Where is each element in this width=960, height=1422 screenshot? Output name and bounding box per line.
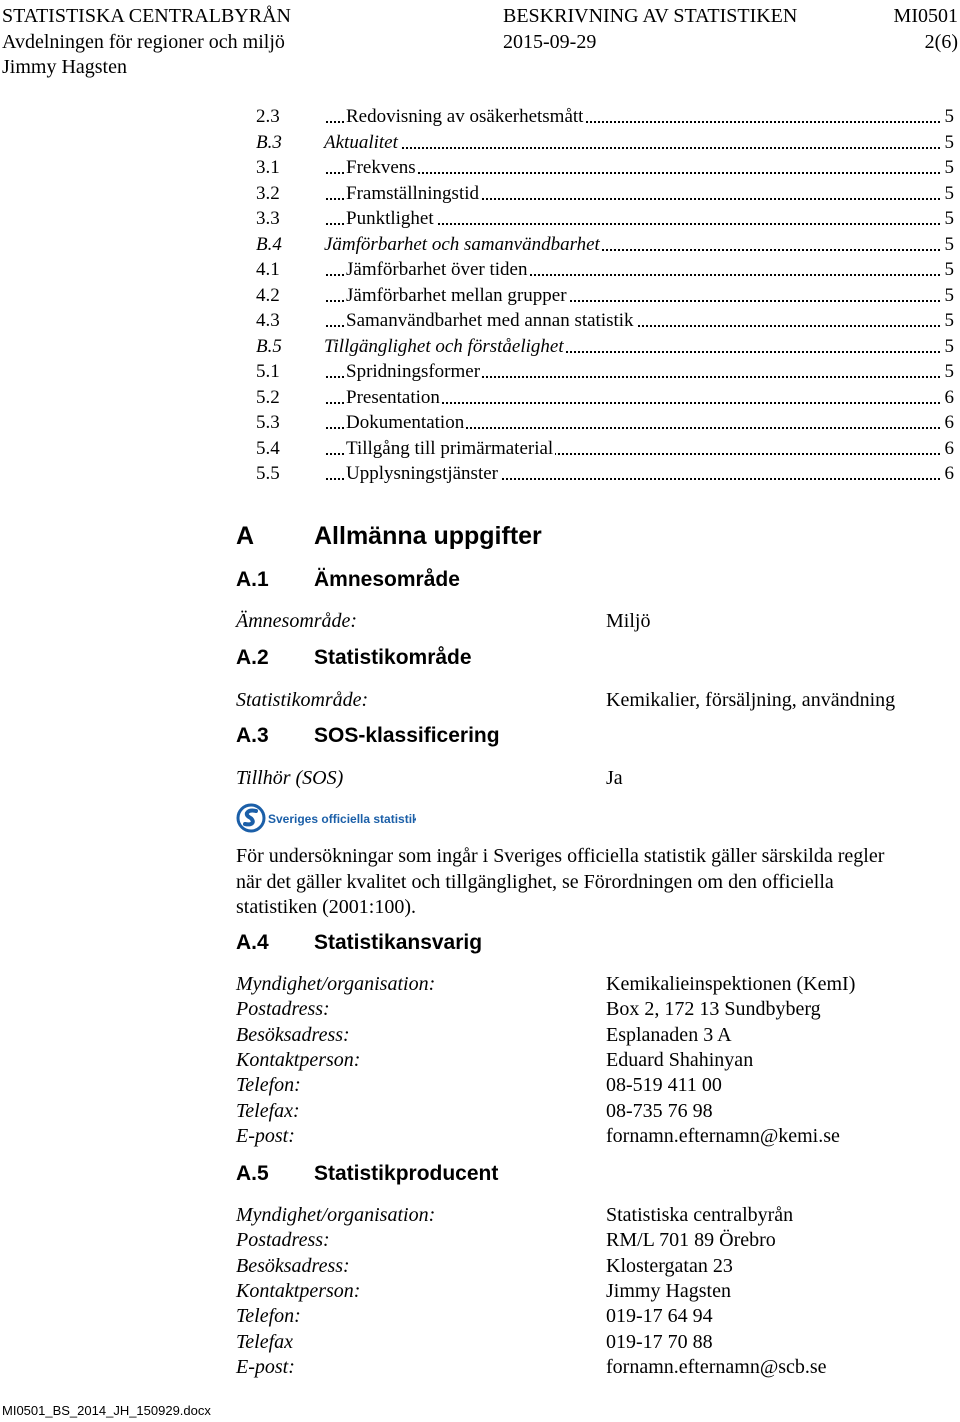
contact-value: 08-735 76 98	[606, 1099, 713, 1122]
contact-value: Jimmy Hagsten	[606, 1279, 731, 1302]
header-date: 2015-09-29	[503, 31, 597, 53]
toc-number: 5.3	[256, 412, 280, 433]
contact-value: fornamn.efternamn@scb.se	[606, 1355, 827, 1378]
contact-value: 019-17 64 94	[606, 1305, 713, 1328]
contact-value: fornamn.efternamn@kemi.se	[606, 1124, 840, 1147]
sos-logo-text: Sveriges officiella statistik	[268, 812, 416, 826]
toc-title: Frekvens	[346, 157, 416, 178]
a2-label: Statistikområde:	[236, 689, 369, 711]
contact-value: 019-17 70 88	[606, 1330, 713, 1353]
sos-logo-icon	[236, 802, 416, 834]
toc-entry[interactable]	[256, 104, 954, 129]
contact-label: E-post:	[236, 1124, 295, 1147]
toc-entry[interactable]	[256, 206, 954, 231]
toc-entry[interactable]	[256, 410, 954, 435]
contact-label: Kontaktperson:	[236, 1279, 361, 1302]
toc-number: 5.5	[256, 463, 280, 484]
contact-label: Myndighet/organisation:	[236, 973, 436, 995]
sos-logo	[236, 802, 416, 834]
contact-label: Telefax:	[236, 1099, 300, 1122]
toc-title: Spridningsformer	[346, 361, 481, 382]
toc-entry[interactable]	[256, 308, 954, 333]
contact-value: Esplanaden 3 A	[606, 1023, 732, 1046]
toc-page-number: 6	[944, 437, 954, 459]
toc-number: 5.2	[256, 386, 280, 408]
toc-page-number: 5	[944, 335, 954, 357]
toc-number: 3.2	[256, 182, 280, 204]
toc-entry[interactable]	[256, 155, 954, 180]
toc-entry[interactable]	[256, 257, 954, 282]
toc-page-number: 6	[944, 386, 954, 408]
toc-leader-dots	[326, 172, 940, 174]
toc-entry[interactable]	[256, 385, 954, 410]
contact-label: Postadress:	[236, 1229, 330, 1252]
section-a-title: Allmänna uppgifter	[314, 522, 542, 550]
toc-number: B.3	[256, 131, 282, 153]
toc-number: 5.4	[256, 437, 280, 459]
toc-title: Jämförbarhet över tiden	[346, 259, 528, 280]
toc-page-number: 5	[944, 284, 954, 306]
contact-value: Statistiska centralbyrån	[606, 1204, 794, 1226]
toc-page-number: 5	[944, 259, 954, 280]
a4-number: A.4	[236, 931, 269, 954]
toc-entry[interactable]	[256, 359, 954, 384]
toc-page-number: 5	[944, 106, 954, 127]
contact-value: Box 2, 172 13 Sundbyberg	[606, 998, 821, 1021]
contact-label: Telefon:	[236, 1305, 301, 1328]
sos-paragraph	[236, 844, 956, 921]
a2-title: Statistikområde	[314, 646, 472, 669]
toc-title: Presentation	[346, 386, 440, 408]
header-code: MI0501	[893, 5, 958, 27]
header-department: Avdelningen för regioner och miljö	[2, 31, 285, 53]
paragraph-line: när det gäller kvalitet och tillgänglighet, se Förordningen om den officiella	[236, 870, 834, 893]
toc-entry[interactable]	[256, 334, 954, 359]
contact-label: E-post:	[236, 1355, 295, 1378]
toc-title: Aktualitet	[324, 131, 398, 153]
contact-label: Telefax	[236, 1330, 294, 1353]
toc-entry[interactable]	[256, 461, 954, 486]
toc-title: Punktlighet	[346, 208, 434, 229]
toc-page-number: 6	[944, 463, 954, 484]
toc-page-number: 5	[944, 182, 954, 204]
toc-number: 4.3	[256, 310, 280, 331]
footer-filename: MI0501_BS_2014_JH_150929.docx	[2, 1403, 211, 1418]
contact-label: Postadress:	[236, 998, 330, 1021]
contact-value: 08-519 411 00	[606, 1074, 722, 1097]
toc-page-number: 6	[944, 412, 954, 433]
toc-number: 5.1	[256, 361, 280, 382]
toc-page-number: 5	[944, 208, 954, 229]
toc-number: 4.1	[256, 259, 280, 280]
toc-title: Redovisning av osäkerhetsmått	[346, 106, 584, 127]
toc-page-number: 5	[944, 310, 954, 331]
contact-label: Telefon:	[236, 1074, 301, 1097]
a3-number: A.3	[236, 724, 269, 747]
header-org: STATISTISKA CENTRALBYRÅN	[2, 5, 291, 27]
toc-page-number: 5	[944, 361, 954, 382]
contact-value: Klostergatan 23	[606, 1254, 733, 1277]
a1-value: Miljö	[606, 610, 651, 632]
a3-title: SOS-klassificering	[314, 724, 500, 747]
toc-title: Upplysningstjänster	[346, 463, 498, 484]
section-a-number: A	[236, 522, 255, 550]
header-doc-type: BESKRIVNING AV STATISTIKEN	[503, 5, 798, 27]
toc-number: B.5	[256, 335, 282, 357]
toc-leader-dots	[326, 147, 940, 149]
toc-entry[interactable]	[256, 283, 954, 308]
toc-number: 2.3	[256, 106, 280, 127]
a3-value: Ja	[606, 767, 623, 789]
toc-number: 3.1	[256, 157, 280, 178]
toc-number: 4.2	[256, 284, 280, 306]
contact-label: Myndighet/organisation:	[236, 1204, 436, 1226]
toc-page-number: 5	[944, 157, 954, 178]
toc-title: Jämförbarhet mellan grupper	[346, 284, 567, 306]
a4-title: Statistikansvarig	[314, 931, 483, 954]
toc-entry[interactable]	[256, 130, 954, 155]
a1-number: A.1	[236, 568, 269, 591]
a2-number: A.2	[236, 646, 269, 669]
a3-label: Tillhör (SOS)	[236, 767, 344, 789]
a2-value: Kemikalier, försäljning, användning	[606, 689, 896, 711]
contact-value: Kemikalieinspektionen (KemI)	[606, 973, 856, 995]
toc-title: Tillgång till primärmaterial	[346, 437, 554, 459]
toc-entry[interactable]	[256, 232, 954, 257]
contact-label: Besöksadress:	[236, 1254, 350, 1277]
a5-number: A.5	[236, 1162, 269, 1185]
toc-title: Framställningstid	[346, 182, 479, 204]
a1-title: Ämnesområde	[314, 568, 460, 591]
toc-page-number: 5	[944, 131, 954, 153]
paragraph-line: För undersökningar som ingår i Sveriges officiella statistik gäller särskilda regler	[236, 845, 885, 867]
toc-page-number: 5	[944, 233, 954, 255]
contact-value: RM/L 701 89 Örebro	[606, 1229, 776, 1252]
toc-entry[interactable]	[256, 436, 954, 461]
toc-title: Jämförbarhet och samanvändbarhet	[324, 233, 600, 255]
toc-title: Tillgänglighet och förståelighet	[324, 335, 564, 357]
a1-label: Ämnesområde:	[236, 610, 358, 632]
toc-number: 3.3	[256, 208, 280, 229]
contact-value: Eduard Shahinyan	[606, 1048, 754, 1071]
a5-title: Statistikproducent	[314, 1162, 499, 1185]
toc-number: B.4	[256, 233, 282, 255]
header-page-number: 2(6)	[924, 31, 958, 53]
header-author: Jimmy Hagsten	[2, 56, 127, 78]
toc-title: Samanvändbarhet med annan statistik	[346, 310, 634, 331]
toc-entry[interactable]	[256, 181, 954, 206]
contact-label: Besöksadress:	[236, 1023, 350, 1046]
contact-label: Kontaktperson:	[236, 1048, 361, 1071]
paragraph-line: statistiken (2001:100).	[236, 896, 416, 918]
toc-title: Dokumentation	[346, 412, 465, 433]
